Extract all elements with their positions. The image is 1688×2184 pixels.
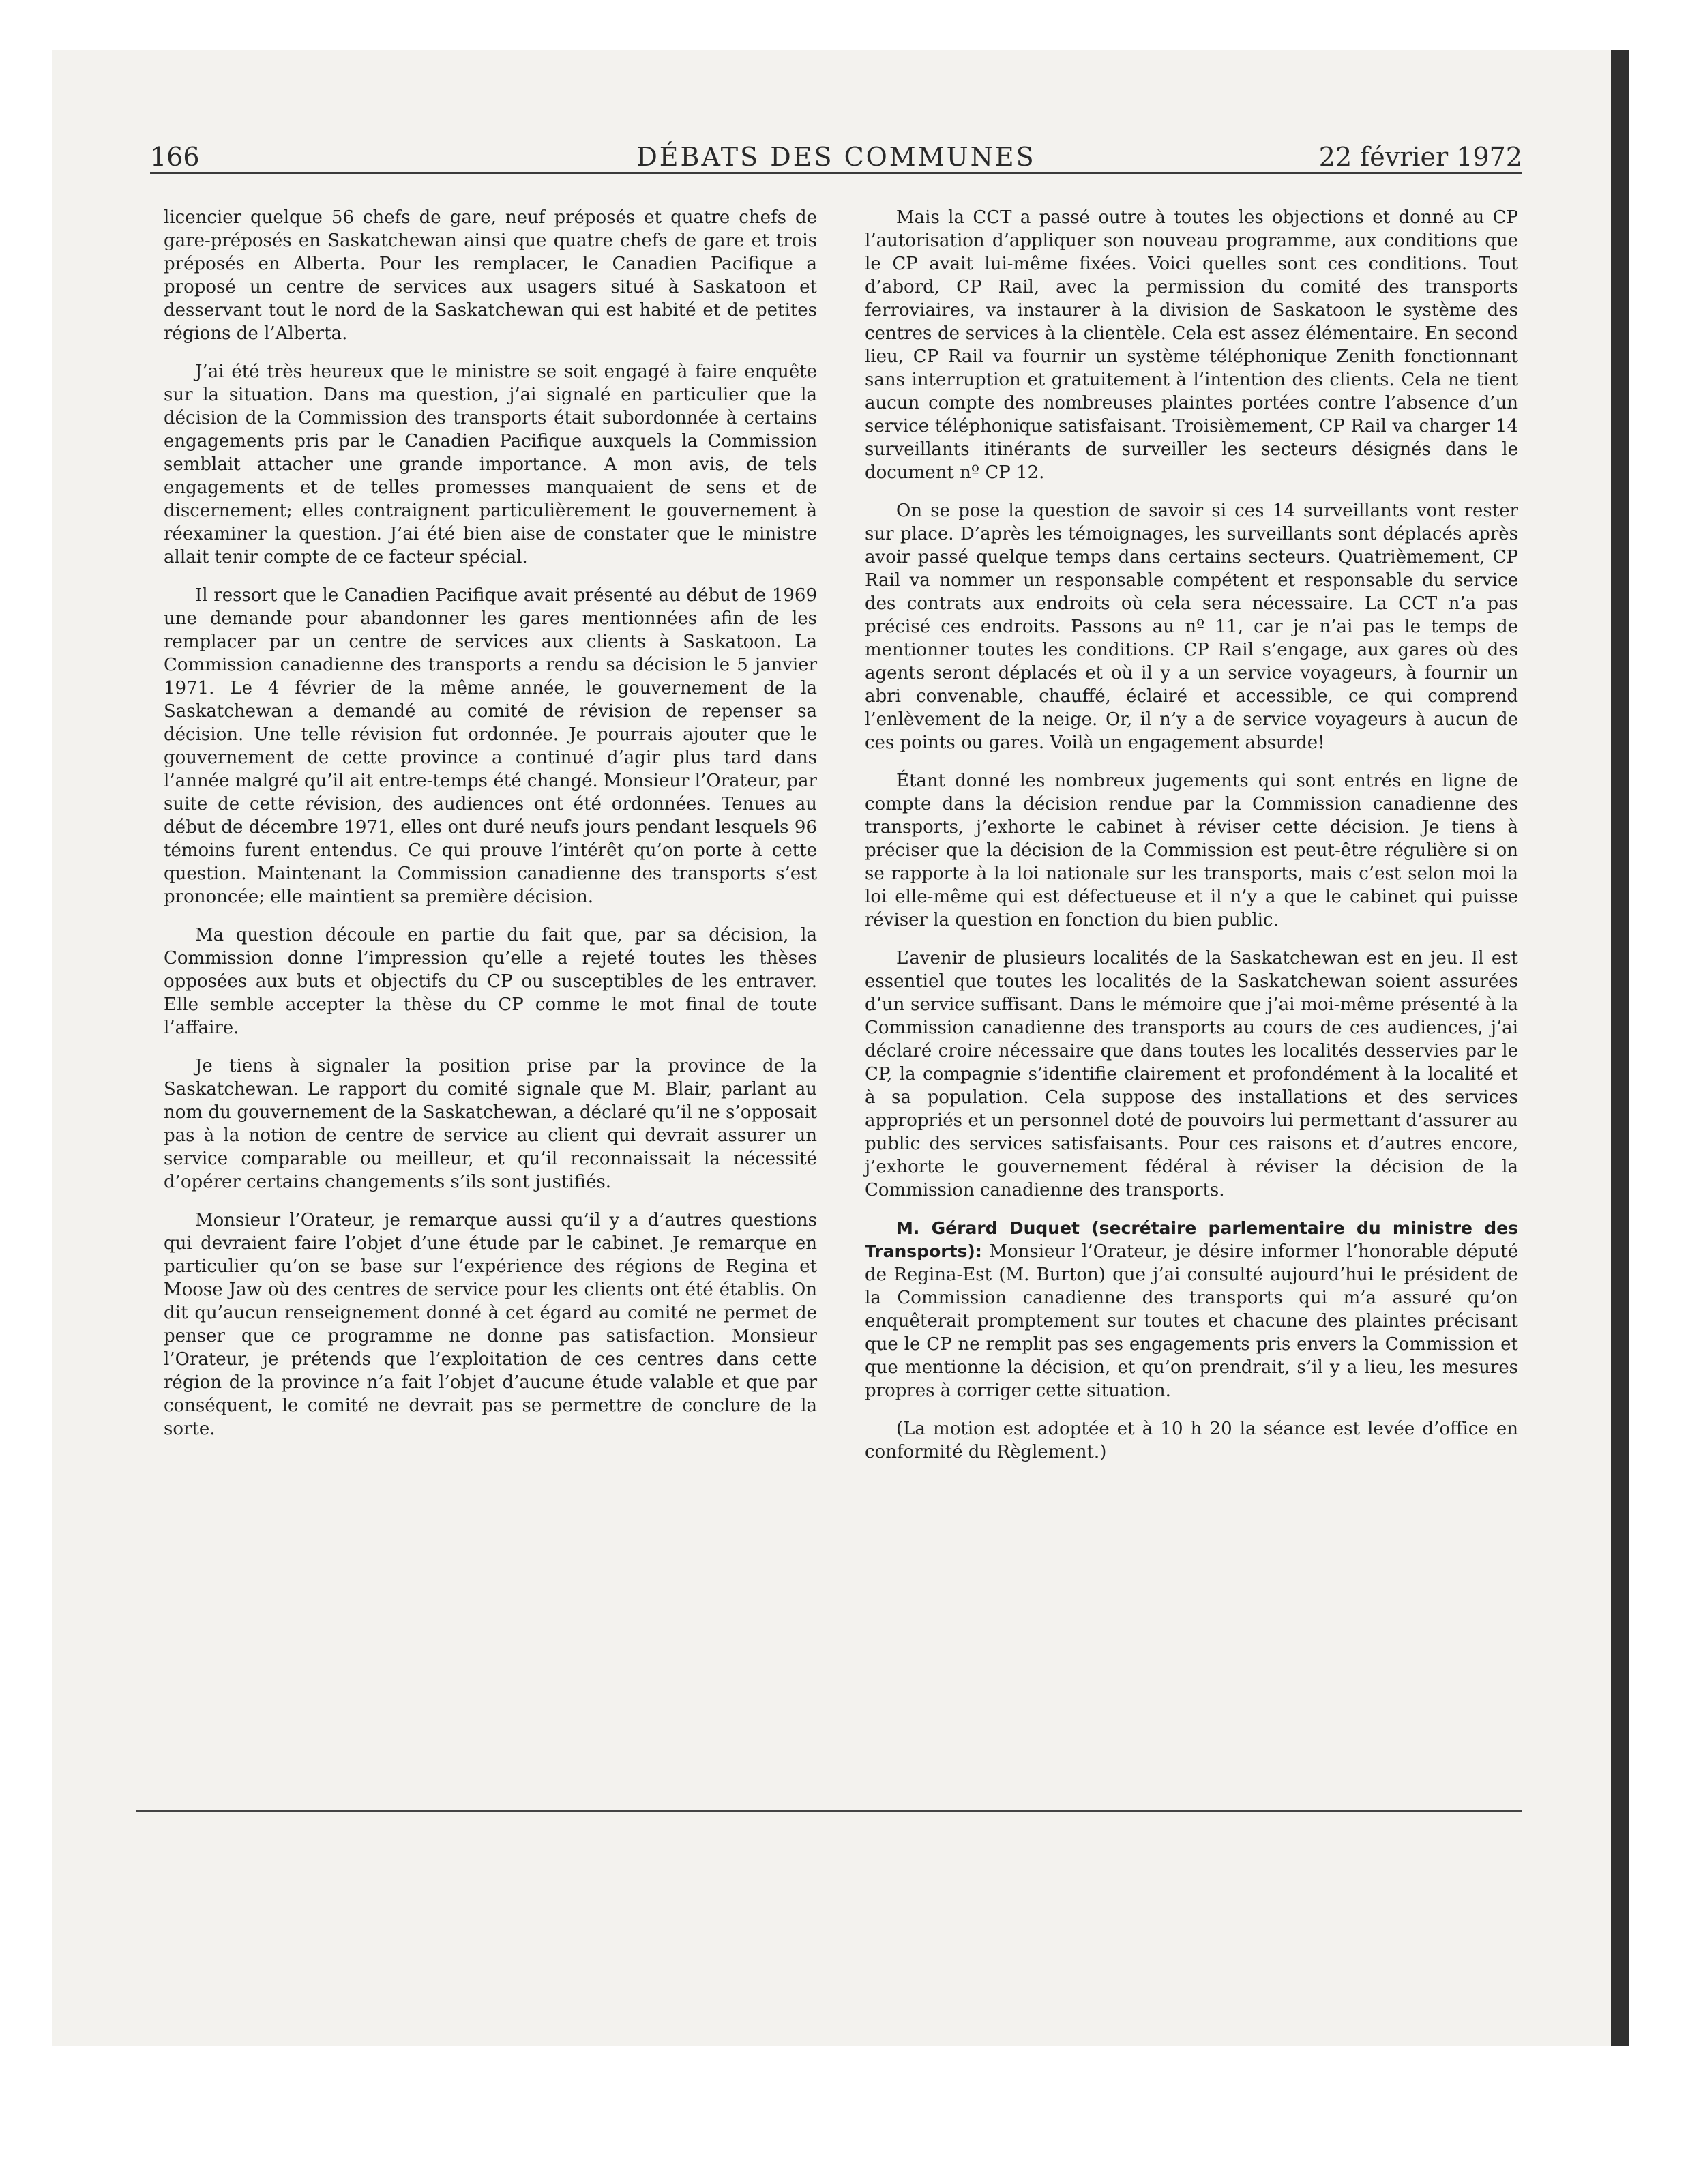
paragraph: licencier quelque 56 chefs de gare, neuf préposés et quatre chefs de gare-préposés en Saskatchewan ainsi que quatre chefs de gare et trois préposés en Alberta. Pour les remplacer, le Canadien Pacifique a proposé un centre de services aux usagers situé à Saskatoon et desservant tout le nord de la Saskatchewan qui est habité et de petites régions de l’Alberta. — [164, 207, 817, 344]
paragraph: Étant donné les nombreux jugements qui sont entrés en ligne de compte dans la décision rendue par la Commission canadienne des transports, j’exhorte le cabinet à réviser cette décision. Je tiens à préciser que la décision de la Commission est peut-être régulière si on se rapporte à la loi nationale sur les transports, mais c’est selon moi la loi elle-même qui est défectueuse et il n’y a que le cabinet qui puisse réviser la question en fonction du bien public. — [865, 771, 1518, 930]
binding-shadow — [1611, 50, 1629, 2046]
footer-rule — [136, 1810, 1522, 1812]
paragraph: Ma question découle en partie du fait que, par sa décision, la Commission donne l’impression qu’elle a rejeté toutes les thèses opposées aux buts et objectifs du CP ou susceptibles de les entraver. Elle semble accepter la thèse du CP comme le mot final de toute l’affaire. — [164, 925, 817, 1038]
closing-note: (La motion est adoptée et à 10 h 20 la séance est levée d’office en conformité du Règlement.) — [865, 1419, 1518, 1462]
paragraph: Il ressort que le Canadien Pacifique avait présenté au début de 1969 une demande pour abandonner les gares mentionnées afin de les remplacer par un centre de services aux clients à Saskatoon. La Commission canadienne des transports a rendu sa décision le 5 janvier 1971. Le 4 février de la même année, le gouvernement de la Saskatchewan a demandé au comité de révision de repenser sa décision. Une telle révision fut ordonnée. Je pourrais ajouter que le gouvernement de cette province a continué d’agir plus tard dans l’année malgré qu’il ait entre-temps été changé. Monsieur l’Orateur, par suite de cette révision, des audiences ont été ordonnées. Tenues au début de décembre 1971, elles ont duré neufs jours pendant lesquels 96 témoins furent entendus. Ce qui prouve l’intérêt qu’on porte à cette question. Maintenant la Commission canadienne des transports s’est prononcée; elle maintient sa première décision. — [164, 585, 817, 907]
paragraph: L’avenir de plusieurs localités de la Saskatchewan est en jeu. Il est essentiel que toutes les localités de la Saskatchewan soient assurées d’un service suffisant. Dans le mémoire que j’ai moi-même présenté à la Commission canadienne des transports au cours de ces audiences, j’ai déclaré croire nécessaire que dans toutes les localités desservies par le CP, la compagnie s’identifie clairement et profondément à la localité et à sa population. Cela suppose des installations et des services appropriés et un personnel doté de pouvoirs lui permettant d’assurer au public des services satisfaisants. Pour ces raisons et d’autres encore, j’exhorte le gouvernement fédéral à réviser la décision de la Commission canadienne des transports. — [865, 948, 1518, 1200]
paragraph: J’ai été très heureux que le ministre se soit engagé à faire enquête sur la situation. Dans ma question, j’ai signalé en particulier que la décision de la Commission des transports était subordonnée à certains engagements pris par le Canadien Pacifique auxquels la Commission semblait attacher une grande importance. A mon avis, de tels engagements et de telles promesses manquaient de sens et de discernement; elles contraignent particulièrement le gouvernement à réexaminer la question. J’ai été bien aise de constater que le ministre allait tenir compte de ce facteur spécial. — [164, 361, 817, 567]
left-column — [164, 206, 817, 2184]
speech-paragraph — [865, 1217, 1518, 1402]
speaker-name: M. Gérard Duquet (secrétaire parlementaire du ministre des Transports): — [865, 1218, 1518, 1261]
paragraph: On se pose la question de savoir si ces 14 surveillants vont rester sur place. D’après les témoignages, les surveillants sont déplacés après avoir passé quelque temps dans certains secteurs. Quatrièmement, CP Rail va nommer un responsable compétent et responsable du service des contrats aux endroits où cela sera nécessaire. La CCT n’a pas précisé ces endroits. Passons au nº 11, car je n’ai pas le temps de mentionner toutes les conditions. CP Rail s’engage, aux gares où des agents seront déplacés et où il y a un service voyageurs, à fournir un abri convenable, chauffé, éclairé et accessible, ce qui comprend l’enlèvement de la neige. Or, il n’y a de service voyageurs à aucun de ces points ou gares. Voilà un engagement absurde! — [865, 501, 1518, 753]
paragraph: Je tiens à signaler la position prise par la province de la Saskatchewan. Le rapport du comité signale que M. Blair, parlant au nom du gouvernement de la Saskatchewan, a déclaré qu’il ne s’opposait pas à la notion de centre de service au client qui devrait assurer un service comparable ou meilleur, et qu’il reconnaissait la nécessité d’opérer certains changements s’ils sont justifiés. — [164, 1056, 817, 1192]
running-title: DÉBATS DES COMMUNES — [636, 142, 1036, 172]
paragraph: Monsieur l’Orateur, je remarque aussi qu’il y a d’autres questions qui devraient faire l’objet d’une étude par le cabinet. Je remarque en particulier qu’on se base sur l’expérience des régions de Regina et Moose Jaw où des centres de service pour les clients ont été établis. On dit qu’aucun renseignement donné à cet égard au comité ne permet de penser que ce programme ne donne pas satisfaction. Monsieur l’Orateur, je prétends que l’exploitation de ces centres dans cette région de la province n’a fait l’objet d’aucune étude valable et que par conséquent, le comité ne devrait pas se permettre de conclure de la sorte. — [164, 1210, 817, 1439]
speech-text: Monsieur l’Orateur, je désire informer l’honorable député de Regina-Est (M. Burton) que j’ai consulté aujourd’hui le président de la Commission canadienne des transports qui m’a assuré qu’on enquêterait promptement sur toutes et chacune des plaintes précisant que le CP ne remplit pas ses engagements pris envers la Commission et que mentionne la décision, et qu’on prendrait, s’il y a lieu, les mesures propres à corriger cette situation. — [865, 1241, 1518, 1401]
right-column — [865, 206, 1518, 2184]
paragraph: Mais la CCT a passé outre à toutes les objections et donné au CP l’autorisation d’appliquer son nouveau programme, aux conditions que le CP avait lui-même fixées. Voici quelles sont ces conditions. Tout d’abord, CP Rail, avec la permission du comité des transports ferroviaires, va instaurer à la division de Saskatoon le système des centres de services à la clientèle. Cela est assez élémentaire. En second lieu, CP Rail va fournir un système téléphonique Zenith fonctionnant sans interruption et gratuitement à l’intention des clients. Cela ne tient aucun compte des nombreuses plaintes portées contre l’absence d’un service téléphonique satisfaisant. Troisièmement, CP Rail va charger 14 surveillants itinérants de surveiller les secteurs désignés dans le document nº CP 12. — [865, 207, 1518, 483]
running-date: 22 février 1972 — [1318, 142, 1522, 172]
page-number: 166 — [150, 142, 200, 172]
page-header — [150, 134, 1522, 174]
